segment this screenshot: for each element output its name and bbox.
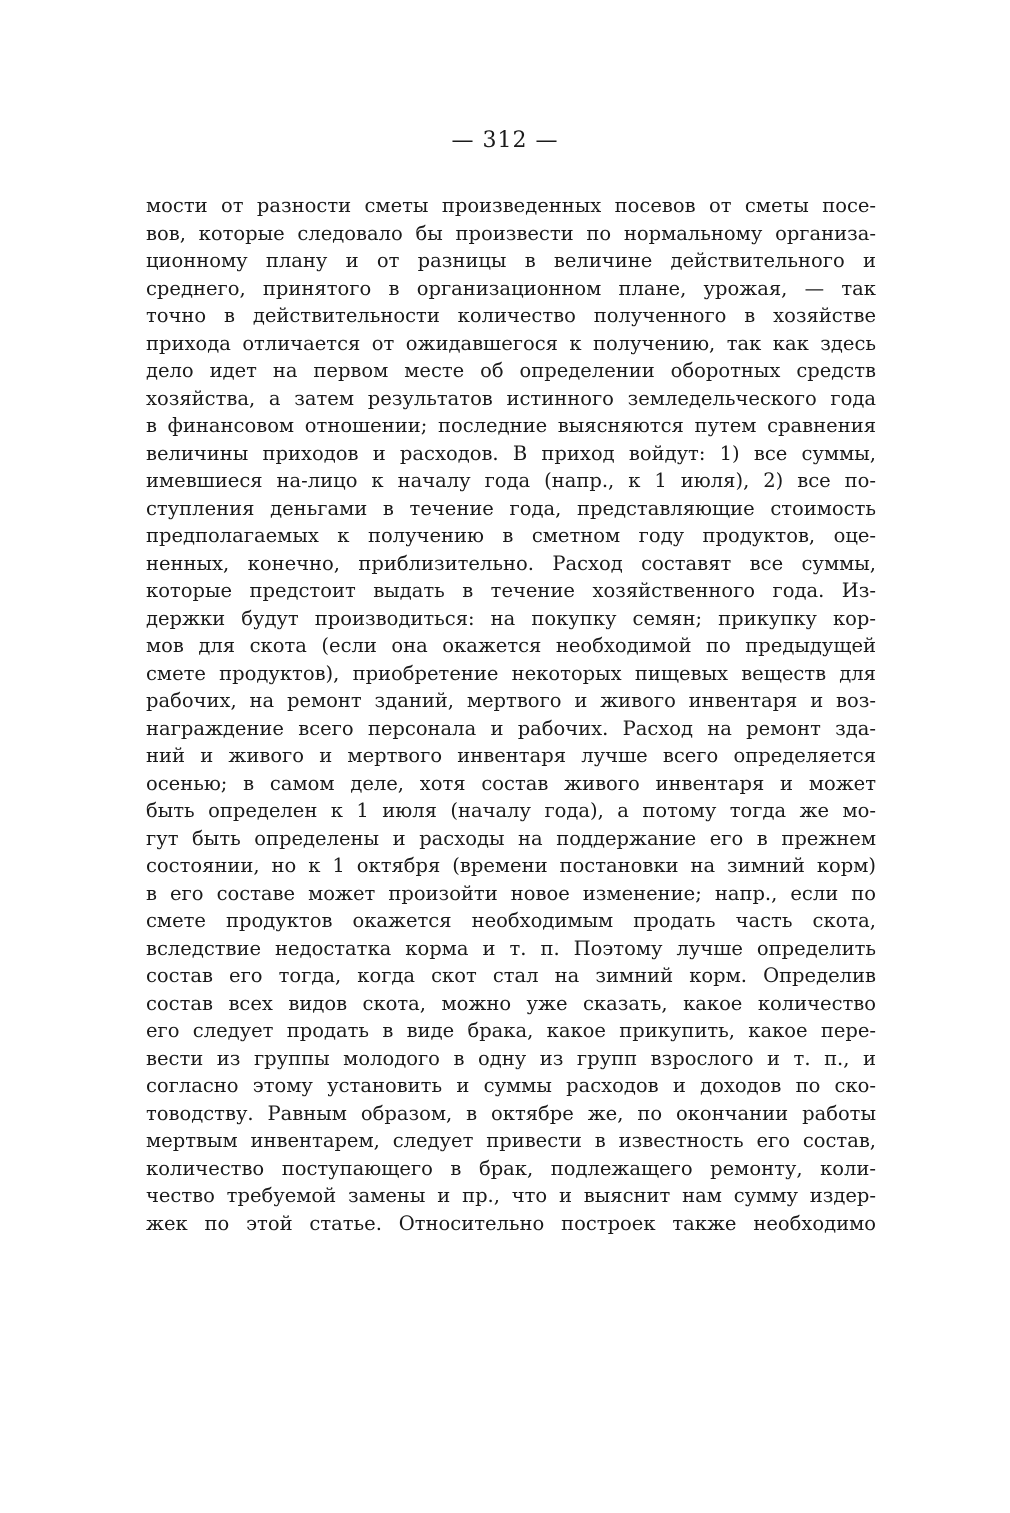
text-line: величины приходов и расходов. В приход войдут: 1) все суммы, xyxy=(146,441,876,465)
text-line: дело идет на первом месте об определении оборотных средств xyxy=(146,359,876,382)
text-line: которые предстоит выдать в течение хозяйственного года. Из- xyxy=(146,579,876,602)
text-line: вов, которые следовало бы произвести по нормальному организа- xyxy=(146,221,876,245)
text-line: вследствие недостатка корма и т. п. Поэтому лучше определить xyxy=(146,936,876,960)
text-line: держки будут производиться: на покупку семян; прикупку кор- xyxy=(146,606,876,630)
text-line: жек по этой статье. Относительно построек также необходимо xyxy=(146,1211,876,1235)
text-line: количество поступающего в брак, подлежащего ремонту, коли- xyxy=(146,1156,876,1180)
text-line: точно в действительности количество полученного в хозяйстве xyxy=(146,304,876,327)
text-line: смете продуктов окажется необходимым продать часть скота, xyxy=(146,909,876,932)
text-line: его следует продать в виде брака, какое прикупить, какое пере- xyxy=(146,1019,876,1042)
text-line: награждение всего персонала и рабочих. Расход на ремонт зда- xyxy=(146,716,876,740)
text-line: среднего, принятого в организационном плане, урожая, — так xyxy=(146,276,876,300)
text-line: осенью; в самом деле, хотя состав живого инвентаря и может xyxy=(146,771,876,795)
text-line: предполагаемых к получению в сметном году продуктов, оце- xyxy=(146,524,876,547)
text-line: гут быть определены и расходы на поддержание его в прежнем xyxy=(146,826,876,850)
text-line: рабочих, на ремонт зданий, мертвого и живого инвентаря и воз- xyxy=(146,689,876,712)
text-line: состав всех видов скота, можно уже сказать, какое количество xyxy=(146,991,876,1015)
page-number: — 312 — xyxy=(451,128,559,153)
text-line: согласно этому установить и суммы расходов и доходов по ско- xyxy=(146,1074,876,1097)
text-line: мертвым инвентарем, следует привести в известность его состав, xyxy=(146,1129,876,1152)
text-line: состав его тогда, когда скот стал на зимний корм. Определив xyxy=(146,964,876,987)
text-line: вести из группы молодого в одну из групп взрослого и т. п., и xyxy=(146,1046,876,1070)
text-line: ступления деньгами в течение года, представляющие стоимость xyxy=(146,496,876,520)
text-line: ненных, конечно, приблизительно. Расход составят все суммы, xyxy=(146,551,876,575)
text-line: в его составе может произойти новое изменение; напр., если по xyxy=(146,881,876,905)
text-line: мов для скота (если она окажется необходимой по предыдущей xyxy=(146,634,876,657)
text-line: мости от разности сметы произведенных посевов от сметы посе- xyxy=(146,194,876,217)
text-line: состоянии, но к 1 октября (времени постановки на зимний корм) xyxy=(146,854,876,877)
text-line: имевшиеся на-лицо к началу года (напр., к 1 июля), 2) все по- xyxy=(146,469,876,492)
text-line: смете продуктов), приобретение некоторых пищевых веществ для xyxy=(146,661,876,685)
text-line: ний и живого и мертвого инвентаря лучше всего определяется xyxy=(146,744,876,767)
text-line: в финансовом отношении; последние выясняются путем сравнения xyxy=(146,414,876,437)
text-line: хозяйства, а затем результатов истинного земледельческого года xyxy=(146,386,876,410)
text-line: чество требуемой замены и пр., что и выяснит нам сумму издер- xyxy=(146,1184,876,1207)
text-line: товодству. Равным образом, в октябре же, по окончании работы xyxy=(146,1101,876,1125)
text-line: прихода отличается от ожидавшегося к получению, так как здесь xyxy=(146,331,876,355)
text-line: ционному плану и от разницы в величине действительного и xyxy=(146,249,876,272)
body-text xyxy=(146,192,876,1237)
text-line: быть определен к 1 июля (началу года), а потому тогда же мо- xyxy=(146,799,876,822)
